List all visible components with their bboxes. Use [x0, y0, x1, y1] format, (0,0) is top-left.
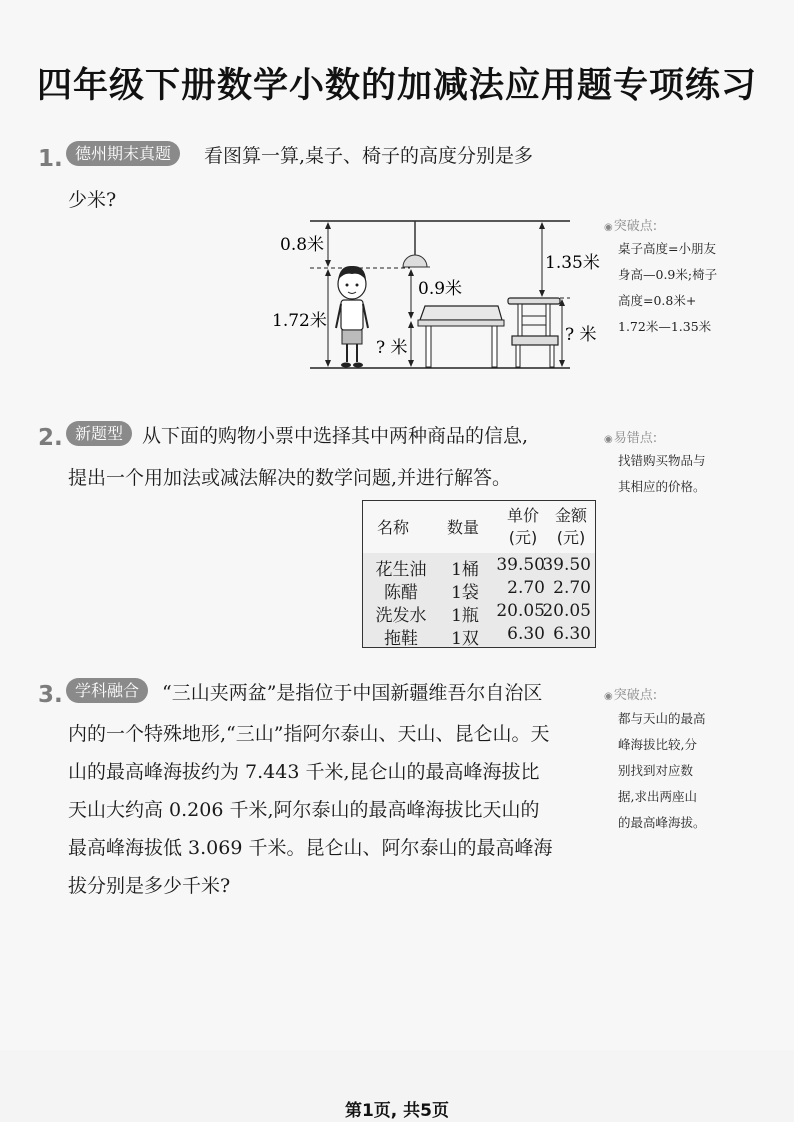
q1-tip-line: 身高—0.9米;椅子: [618, 267, 718, 282]
receipt-col-amount: 金额: [554, 506, 587, 525]
q1-tip-line: 高度=0.8米+: [618, 293, 697, 308]
label-0-8: 0.8米: [280, 235, 325, 255]
receipt-item-price: 39.50: [496, 555, 545, 575]
receipt-item-price: 20.05: [496, 601, 545, 621]
chair-figure: [508, 298, 560, 367]
question-3-line-2: 内的一个特殊地形,“三山”指阿尔泰山、天山、昆仑山。天: [68, 723, 550, 745]
question-2-tag: 新题型: [66, 421, 132, 446]
receipt-item-qty: 1瓶: [451, 606, 479, 626]
tip-dot-icon: ◉: [604, 691, 613, 702]
q3-tip-text: [618, 706, 706, 836]
q1-tip-heading-text: 突破点:: [613, 219, 658, 234]
shopping-receipt: [362, 500, 596, 648]
question-2-line-2: 提出一个用加法或减法解决的数学问题,并进行解答。: [68, 467, 512, 489]
question-3-tag: 学科融合: [66, 678, 148, 703]
question-1-line-1: 看图算一算,桌子、椅子的高度分别是多: [204, 145, 534, 167]
receipt-item-amount: 2.70: [553, 578, 591, 598]
receipt-col-amount-unit: (元): [556, 528, 586, 547]
question-3-line-5: 最高峰海拔低 3.069 千米。昆仑山、阿尔泰山的最高峰海: [68, 837, 553, 859]
receipt-col-name: 名称: [377, 518, 410, 537]
question-3-line-3: 山的最高峰海拔约为 7.443 千米,昆仑山的最高峰海拔比: [68, 761, 540, 783]
label-table-unknown: ? 米: [376, 338, 408, 358]
tip-dot-icon: ◉: [604, 222, 613, 233]
receipt-item-qty: 1袋: [451, 583, 479, 603]
receipt-item-price: 6.30: [507, 624, 545, 644]
question-1-line-2: 少米?: [68, 189, 117, 211]
receipt-item-qty: 1桶: [451, 560, 479, 580]
q3-tip-heading: [604, 684, 657, 703]
page-title: 四年级下册数学小数的加减法应用题专项练习: [36, 66, 757, 106]
receipt-col-unit-price-unit: (元): [508, 528, 538, 547]
question-2-number: 2.: [38, 425, 63, 451]
page-footer: 第1页, 共5页: [344, 1101, 450, 1121]
q1-tip-heading: [604, 215, 657, 234]
q1-tip-line: 1.72米—1.35米: [618, 319, 712, 334]
receipt-item-name: 花生油: [375, 560, 427, 580]
q2-tip-heading: [604, 427, 657, 446]
q2-tip-heading-text: 易错点:: [613, 431, 658, 446]
label-0-9: 0.9米: [418, 279, 463, 299]
q3-tip-line: 的最高峰海拔。: [618, 815, 706, 830]
label-chair-unknown: ? 米: [565, 325, 597, 345]
receipt-item-amount: 39.50: [542, 555, 591, 575]
question-2-line-1: 从下面的购物小票中选择其中两种商品的信息,: [142, 425, 529, 447]
question-3-line-1: “三山夹两盆”是指位于中国新疆维吾尔自治区: [162, 682, 543, 704]
q2-tip-text: [618, 448, 706, 500]
q3-tip-line: 别找到对应数: [618, 763, 694, 778]
receipt-item-amount: 6.30: [553, 624, 591, 644]
receipt-item-name: 洗发水: [375, 606, 427, 626]
q3-tip-line: 据,求出两座山: [618, 789, 697, 804]
height-diagram: [270, 210, 610, 380]
question-1-number: 1.: [38, 146, 63, 172]
receipt-item-amount: 20.05: [542, 601, 591, 621]
q2-tip-line: 其相应的价格。: [618, 479, 706, 494]
q3-tip-line: 都与天山的最高: [618, 711, 706, 726]
question-3-number: 3.: [38, 682, 63, 708]
tip-dot-icon: ◉: [604, 434, 613, 445]
receipt-col-unit-price: 单价: [506, 506, 539, 525]
label-1-35: 1.35米: [545, 253, 600, 273]
q2-tip-line: 找错购买物品与: [618, 453, 706, 468]
receipt-col-qty: 数量: [447, 518, 480, 537]
q3-tip-heading-text: 突破点:: [613, 688, 658, 703]
q1-tip-text: [618, 236, 717, 340]
receipt-item-name: 拖鞋: [384, 629, 418, 649]
q1-tip-line: 桌子高度=小朋友: [618, 241, 716, 256]
label-1-72: 1.72米: [272, 311, 327, 331]
question-3-line-6: 拔分别是多少千米?: [68, 875, 231, 897]
receipt-item-name: 陈醋: [384, 583, 418, 603]
q3-tip-line: 峰海拔比较,分: [618, 737, 697, 752]
receipt-item-qty: 1双: [451, 629, 479, 649]
question-3-line-4: 天山大约高 0.206 千米,阿尔泰山的最高峰海拔比天山的: [68, 799, 540, 821]
question-1-tag: 德州期末真题: [66, 141, 180, 166]
child-figure: [336, 266, 368, 368]
receipt-item-price: 2.70: [507, 578, 545, 598]
table-figure: [418, 306, 504, 367]
